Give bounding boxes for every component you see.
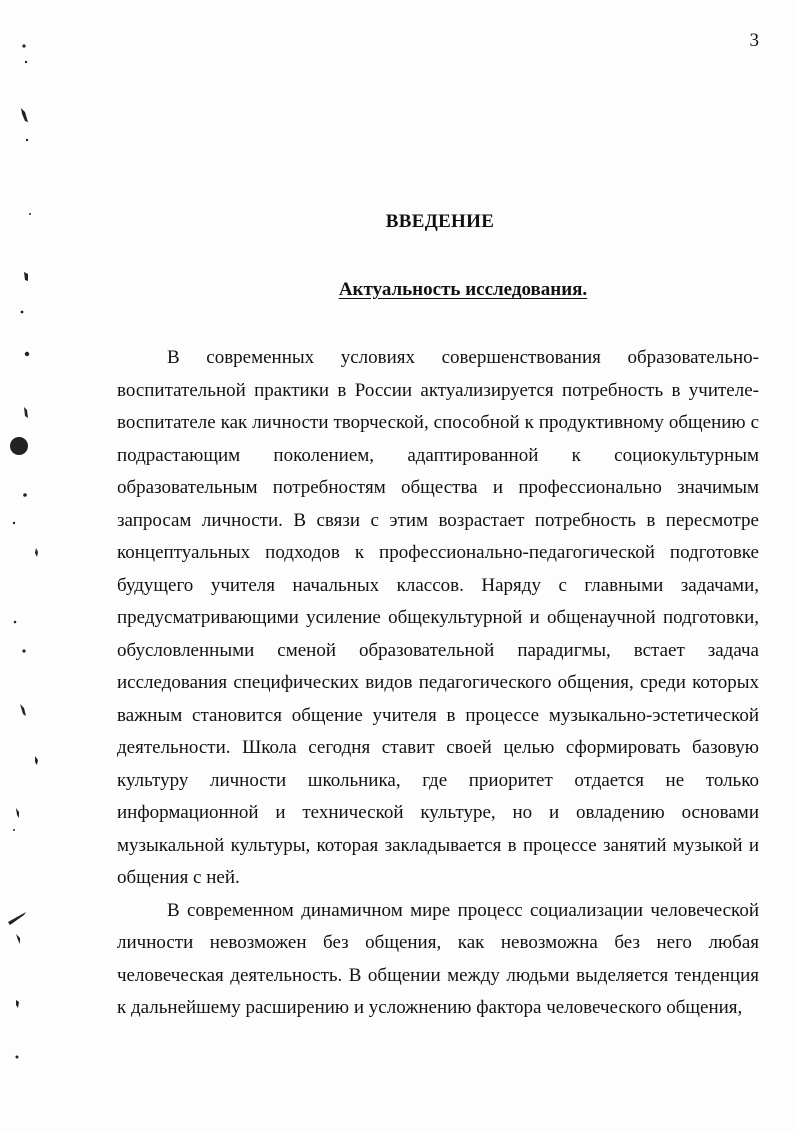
page-number: 3 <box>749 30 759 51</box>
paragraph: В современном динамичном мире процесс социализации человеческой личности невозможен без общения, как невозможна без него любая человеческая деятельность. В общении между людьми выделяется тенденция к дальнейшему расширению и усложнению фактора человеческого общения, <box>117 899 759 1018</box>
scan-margin-marks <box>0 0 60 1133</box>
binding-hole-marks <box>0 0 60 1133</box>
chapter-title: ВВЕДЕНИЕ <box>385 211 495 232</box>
paragraph: В современных условиях совершенствования образовательно-воспитательной практики в России актуализируется потребность в учителе-воспитателе как личности творческой, способной к продуктивному общению с подрастающим поколением, адаптированной к социокультурным образовательным потребностям общества и профессионально значимым запросам личности. В связи с этим возрастает потребность в пересмотре концептуальных подходов к профессионально-педагогической подготовке будущего учителя начальных классов. Наряду с главными задачами, предусматривающими усиление общекультурной и общенаучной подготовки, обусловленными сменой образовательной парадигмы, встает задача исследования специфических видов педагогического общения, среди которых важным становится общение учителя в процессе музыкально-эстетической деятельности. Школа сегодня ставит своей целью сформировать базовую культуру личности школьника, где приоритет отдается не только информационной и технической культуре, но и овладению основами музыкальной культуры, которая закладывается в процессе занятий музыкой и общения с ней. <box>117 347 759 888</box>
section-title: Актуальность исследования. <box>338 279 588 300</box>
body-text <box>117 342 759 1025</box>
